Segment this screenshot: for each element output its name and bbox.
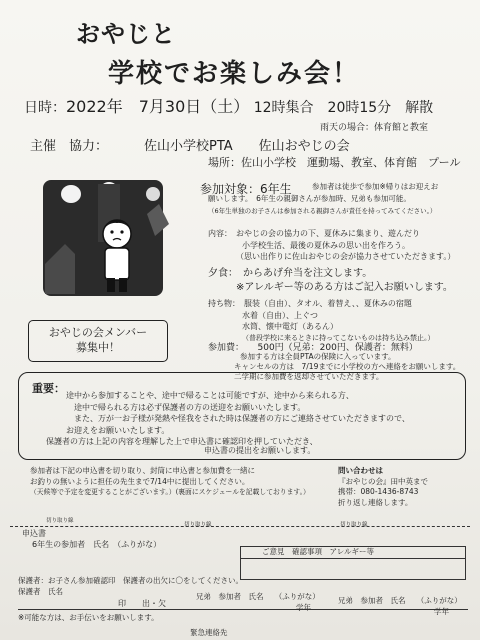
ghost-icon xyxy=(146,187,160,201)
night-illustration xyxy=(35,174,185,309)
belongings-line-4: （普段学校に来るときに持ってこないものは持ち込み禁止。） xyxy=(242,333,435,342)
submission-line-3: （天候等で予定を変更することがございます。）(裏面にスケジュールを記載しております。） xyxy=(30,488,310,496)
belongings-line-2: 水着（自由）、上ぐつ xyxy=(242,310,318,320)
submission-text xyxy=(30,466,310,498)
content-line-3: （思い出作りに佐山おやじの会が協力させていただきます。） xyxy=(236,252,456,261)
title-line-2: 学校でお楽しみ会！ xyxy=(108,59,361,89)
organizer-names: 佐山小学校PTA 佐山おやじの会 xyxy=(144,139,350,154)
member-recruit-box xyxy=(28,320,168,362)
important-line-3: また、万が一お子様が発熱や怪我をされた時は保護者の方にご連絡させていただきますので、 xyxy=(74,414,410,424)
fee-note-2: キャンセルの方は 7/19までに小学校の方へ連絡をお願いします。 xyxy=(234,362,461,371)
ghost-icon xyxy=(61,185,81,203)
event-date: 2022年 7月30日（土） xyxy=(66,97,250,116)
notes-label: ご意見 確認事項 アレルギー等 xyxy=(262,547,375,556)
organizer-label: 主催 協力： xyxy=(30,139,109,154)
contact-info xyxy=(338,466,428,508)
important-line-6: 申込書の提出をお願いします。 xyxy=(204,446,316,455)
target-label: 参加対象：6年生 xyxy=(200,182,292,196)
cut-label-center: 切り取り線 xyxy=(184,522,212,528)
important-line-2: 途中で帰られる方は必ず保護者の方の送迎をお願いいたします。 xyxy=(74,402,306,412)
guardian-line-1: 保護者：お子さん参加確認印 保護者の出欠に〇をしてください。 xyxy=(18,576,243,585)
content-line-1: 内容： おやじの会の協力の下、夏休みに集まり、遊んだり xyxy=(208,229,420,238)
participant-name-field[interactable]: 6年生の参加者 氏名 （ふりがな） xyxy=(32,540,162,549)
guardian-name-field[interactable]: 保護者 氏名 xyxy=(18,586,63,596)
fee-note-1: 参加する方は全員PTAの保険に入っています。 xyxy=(240,352,396,361)
target-note-3: （6年生単独のお子さんは参加される親御さんが責任を持ってみてください。） xyxy=(208,207,437,215)
important-line-1: 途中から参加することや、途中で帰ることは可能ですが、途中から来られる方、 xyxy=(66,391,354,400)
submission-line-2: お釣りの無いように担任の先生まで7/14中に提出してください。 xyxy=(30,476,250,486)
sibling-grade-2[interactable]: 学年 xyxy=(434,606,449,616)
sibling-grade-1[interactable]: 学年 xyxy=(296,602,311,612)
cut-line xyxy=(10,526,470,527)
content-line-2: 小学校生活、最後の夏休みの思い出を作ろう。 xyxy=(242,240,410,250)
content-section xyxy=(208,228,455,263)
important-text xyxy=(46,390,410,448)
child-body xyxy=(105,248,129,280)
cut-label-right: 切り取り線 xyxy=(340,522,368,528)
sibling-name-field-1[interactable]: 兄弟 参加者 氏名 （ふりがな） xyxy=(196,592,320,601)
eye xyxy=(120,230,123,233)
target-note-2: 願いします。 6年生の親御さんが参加時、兄弟も参加可能。 xyxy=(208,194,411,203)
emergency-contact-label: 緊急連絡先 xyxy=(190,628,228,637)
submission-line-1: 参加者は下記の申込書を切り取り、封筒に申込書と参加費を一緒に xyxy=(30,466,255,475)
child-leg xyxy=(107,278,115,292)
rain-place: 雨天の場合：体育館と教室 xyxy=(320,123,429,133)
eye xyxy=(110,230,113,233)
form-header xyxy=(22,528,161,550)
belongings-section xyxy=(208,298,435,344)
contact-line-2: 『おやじの会』田中英まで xyxy=(338,476,428,486)
dinner-line: 夕食： からあげ弁当を注文します。 xyxy=(208,268,373,279)
contact-line-1: 問い合わせは xyxy=(338,466,383,475)
attendance-select[interactable]: 印 出・欠 xyxy=(118,599,166,608)
sibling-section-2 xyxy=(338,596,462,617)
fee-note-3: 二学期に参加費を返却させていただきます。 xyxy=(234,372,384,381)
member-recruit-line-2: 募集中！ xyxy=(76,341,120,354)
title-line-1: おやじと xyxy=(76,20,176,48)
child-face xyxy=(103,220,131,248)
date-prefix: 日時： xyxy=(24,100,66,116)
help-note: ※可能な方は、お手伝いをお願いします。 xyxy=(18,613,159,622)
venue: 場所：佐山小学校 運動場、教室、体育館 プール xyxy=(208,156,461,169)
important-line-5: 保護者の方は上記の内容を理解した上で申込書に確認印を押していただき、 xyxy=(46,437,318,447)
important-label: 重要： xyxy=(32,382,65,395)
belongings-line-1: 持ち物： 服装（自由）、タオル、着替え、、夏休みの宿題 xyxy=(208,299,412,308)
allergy-line: ※アレルギー等のある方はご記入お願いします。 xyxy=(236,282,453,293)
member-recruit-line-1: おやじの会メンバー xyxy=(48,326,148,339)
contact-line-3: 携帯：080-1436-8743 xyxy=(338,487,419,496)
date-line xyxy=(24,94,433,117)
form-title: 申込書 xyxy=(22,529,46,538)
sibling-name-field-2[interactable]: 兄弟 参加者 氏名 （ふりがな） xyxy=(338,596,462,605)
notes-divider xyxy=(240,558,466,559)
fee-line: 参加費： 500円（兄弟：200円、保護者：無料） xyxy=(208,343,418,353)
important-line-4: お迎えをお願いいたします。 xyxy=(66,425,170,435)
child-leg xyxy=(119,278,127,292)
event-times: 12時集合 20時15分 解散 xyxy=(253,100,434,116)
cut-label-left: 切り取り線 xyxy=(46,518,74,524)
contact-line-4: 折り返し連絡します。 xyxy=(338,497,413,507)
form-divider xyxy=(18,609,468,610)
belongings-line-3: 水筒、懐中電灯（あるん） xyxy=(242,322,338,331)
target-note-1: 参加者は徒歩で参加※帰りはお迎えお xyxy=(312,182,439,191)
